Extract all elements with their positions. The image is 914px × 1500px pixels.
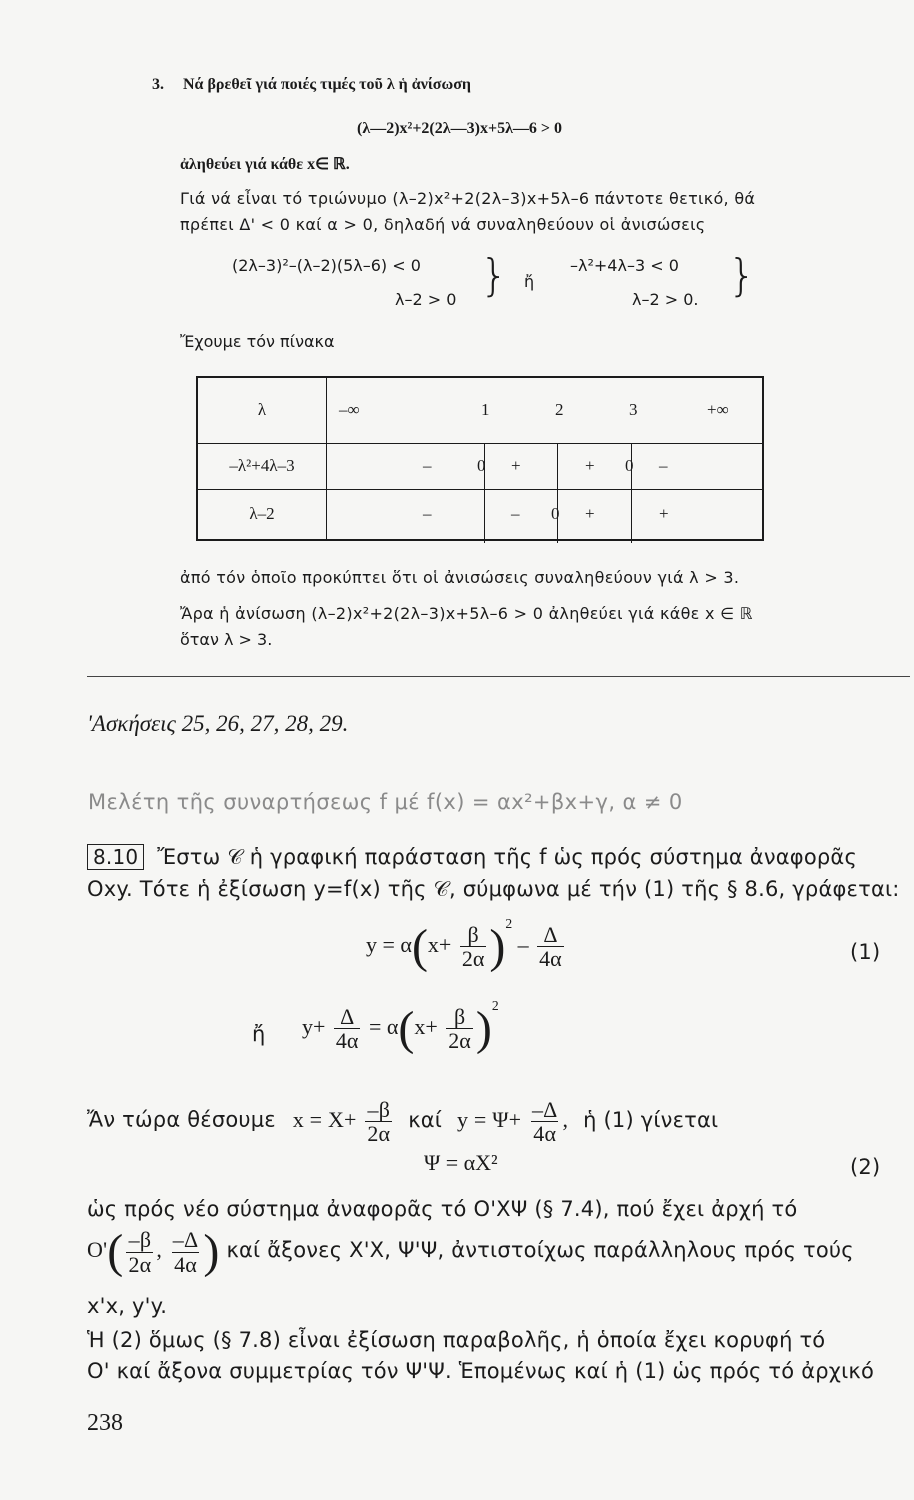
section-title: Μελέτη τῆς συναρτήσεως f μέ f(x) = αx²+βx+γ, α ≠ 0 — [88, 790, 683, 814]
row-label-linear: λ–2 — [197, 489, 327, 540]
section-line-6: Ἡ (2) ὅμως (§ 7.8) εἶναι ἐξίσωση παραβολῆς, ἡ ὁποία ἔχει κορυφή τό — [87, 1328, 826, 1352]
exercise-number: 3. — [152, 76, 164, 93]
section-label: 8.10 — [87, 844, 144, 870]
row1-sign: 0 — [625, 456, 634, 475]
brace-right: } — [728, 250, 756, 301]
conclusion-3: ὅταν λ > 3. — [180, 630, 273, 649]
exercise-condition: ἀληθεύει γιά κάθε x∈ ℝ. — [180, 156, 350, 173]
row-label-lambda: λ — [197, 377, 327, 443]
system-or: ἤ — [524, 272, 535, 291]
section-line-2: Oxy. Τότε ἡ ἐξίσωση y=f(x) τῆς 𝒞, σύμφωνα μέ τήν (1) τῆς § 8.6, γράφεται: — [87, 877, 900, 901]
exercise-prompt: Νά βρεθεῖ γιά ποιές τιμές τοῦ λ ἡ ἀνίσωση — [183, 76, 471, 93]
point-plus-inf: +∞ — [707, 400, 729, 420]
row1-sign: + — [511, 456, 521, 475]
equation-1-number: (1) — [850, 940, 881, 964]
para1-line2: πρέπει Δ' < 0 καί α > 0, δηλαδή νά συναληθεύουν οἱ ἀνισώσεις — [180, 215, 706, 234]
row2-sign: 0 — [551, 504, 560, 524]
section-line-5: x'x, y'y. — [87, 1294, 168, 1318]
conclusion-2: Ἄρα ἡ ἀνίσωση (λ–2)x²+2(2λ–3)x+5λ–6 > 0 ἀληθεύει γιά κάθε x ∈ ℝ — [180, 604, 753, 623]
row2-signs — [327, 489, 764, 540]
point-2: 2 — [555, 400, 564, 420]
section-line-1: 8.10 Ἔστω 𝒞 ἡ γραφική παράσταση τῆς f ὡς πρός σύστημα ἀναφορᾶς — [87, 845, 857, 870]
equation-1-alt: y+ $\frac{\Delta}{4\alpha}$ = α(x+ $\frac{\beta}{2\alpha}$ )$^2$ — [302, 998, 499, 1055]
system-right-2: λ–2 > 0. — [632, 290, 699, 309]
equation-2: Ψ = αX² — [424, 1150, 498, 1175]
sign-table — [196, 376, 764, 541]
para1-line1: Γιά νά εἶναι τό τριώνυμο (λ–2)x²+2(2λ–3)x+5λ–6 πάντοτε θετικό, θά — [180, 189, 756, 208]
section-line-7: O' καί ἄξονα συμμετρίας τόν Ψ'Ψ. Ἑπομένως καί ἡ (1) ὡς πρός τό ἀρχικό — [87, 1359, 875, 1383]
section-line-4: O'( $\frac{-\beta}{2\alpha}$ , $\frac{-\Delta}{4\alpha}$ ) καί ἄξονες X'X, Ψ'Ψ, ἀντιστοίχως παράλληλους πρός τούς — [87, 1225, 854, 1278]
row1-sign: – — [659, 456, 668, 475]
substitution-line: Ἄν τώρα θέσουμε x = X+ $\frac{-\beta}{2\alpha}$ καί y = Ψ+ $\frac{-\Delta}{4\alpha}$ , ἡ (1) γίνεται — [87, 1097, 719, 1147]
equation-2-number: (2) — [850, 1155, 881, 1179]
row2-sign: – — [423, 504, 432, 524]
row1-sign: + — [585, 456, 595, 475]
points-cell — [327, 377, 764, 443]
row2-sign: + — [585, 504, 595, 524]
conclusion-1: ἀπό τόν ὁποῖο προκύπτει ὅτι οἱ ἀνισώσεις συναληθεύουν γιά λ > 3. — [180, 568, 740, 587]
point-minus-inf: –∞ — [339, 400, 360, 420]
row1-sign: 0 — [477, 456, 486, 475]
exercise-inequality: (λ—2)x²+2(2λ—3)x+5λ—6 > 0 — [357, 120, 563, 137]
row1-sign: – — [423, 456, 432, 475]
divider — [87, 676, 910, 677]
row-label-quadratic: –λ²+4λ–3 — [197, 443, 327, 489]
page-number: 238 — [87, 1410, 123, 1436]
table-intro: Ἔχουμε τόν πίνακα — [180, 332, 335, 351]
brace-left: } — [480, 250, 508, 301]
section-line-3: ὡς πρός νέο σύστημα ἀναφορᾶς τό O'XΨ (§ 7.4), πού ἔχει ἀρχή τό — [87, 1197, 798, 1221]
point-1: 1 — [481, 400, 490, 420]
system-left-2: λ–2 > 0 — [395, 290, 457, 309]
eta-word: ἤ — [252, 1022, 266, 1046]
row1-signs — [327, 443, 764, 489]
equation-1: y = α(x+ $\frac{\beta}{2\alpha}$ )$^2$ – $\frac{\Delta}{4\alpha}$ — [366, 916, 562, 973]
system-left-1: (2λ–3)²–(λ–2)(5λ–6) < 0 — [232, 256, 421, 275]
exercises-reference: 'Ασκήσεις 25, 26, 27, 28, 29. — [87, 711, 349, 736]
system-right-1: –λ²+4λ–3 < 0 — [570, 256, 679, 275]
row2-sign: – — [511, 504, 520, 524]
point-3: 3 — [629, 400, 638, 420]
row2-sign: + — [659, 504, 669, 524]
